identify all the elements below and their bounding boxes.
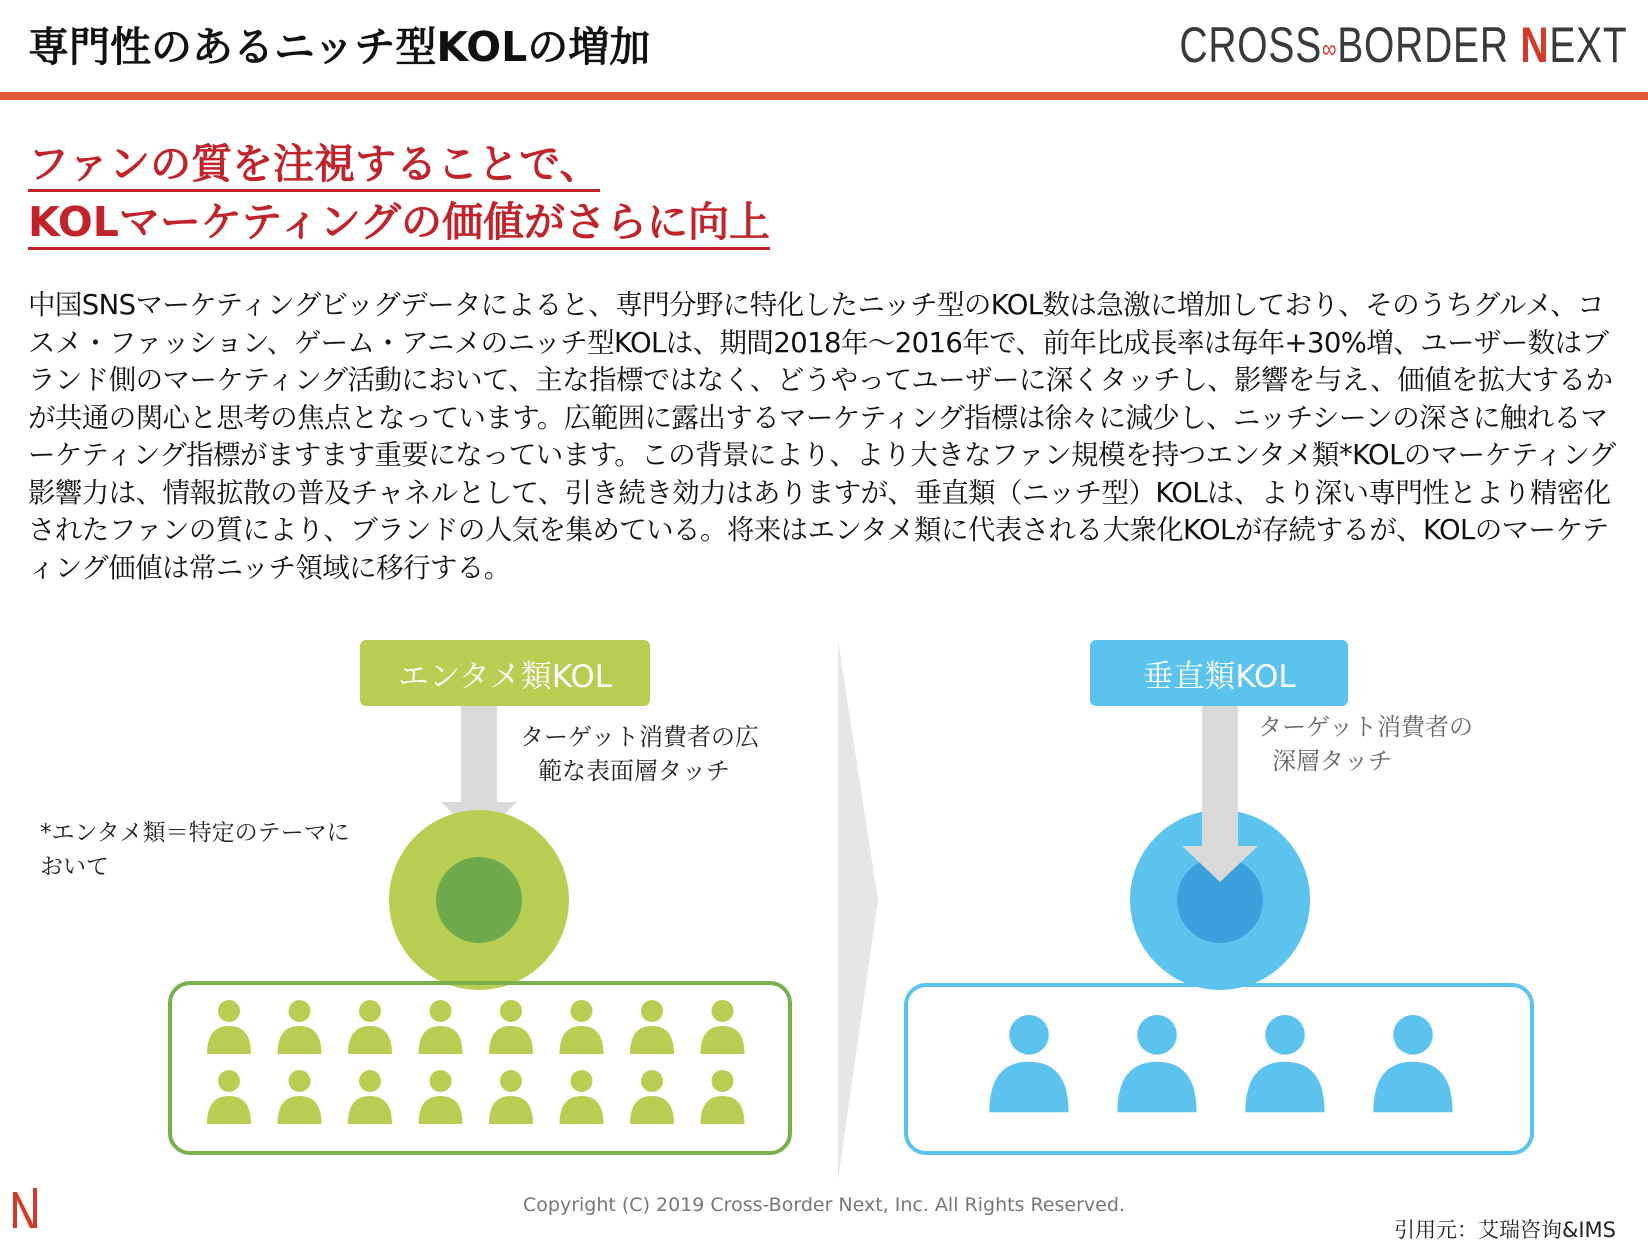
- logo-text-border: BORDER: [1337, 17, 1521, 73]
- source-citation: 引用元：艾瑞咨询&IMS: [1393, 1218, 1616, 1242]
- page-title: 専門性のあるニッチ型KOLの増加: [28, 23, 651, 71]
- vertical-kol-label-text: 垂直類KOL: [1142, 658, 1296, 695]
- logo-text-n: N: [1520, 17, 1550, 73]
- logo-text-cross: CROSS: [1179, 17, 1323, 73]
- entertainment-kol-label-text: エンタメ類KOL: [397, 658, 613, 695]
- kol-comparison-diagram: [0, 630, 1648, 1190]
- right-caption-line-2: 深層タッチ: [1272, 747, 1392, 775]
- left-caption-line-1: ターゲット消費者の広: [520, 723, 760, 751]
- right-caption: [1258, 710, 1473, 778]
- body-paragraph: 中国SNSマーケティングビッグデータによると、専門分野に特化したニッチ型のKOL数は急激に増加しており、そのうちグルメ、コスメ・ファッション、ゲーム・アニメのニッチ型KOLは、期間2018年～2016年で、前年比成長率は毎年+30%増、ユーザー数はブランド側のマーケティング活動において、主な指標ではなく、どうやってユーザーに深くタッチし、影響を与え、価値を拡大するかが共通の関心と思考の焦点となっています。広範囲に露出するマーケティング指標は徐々に減少し、ニッチシーンの深さに触れるマーケティング指標がますます重要になっています。この背景により、より大きなファン規模を持つエンタメ類*KOLのマーケティング影響力は、情報拡散の普及チャネルとして、引き続き効力はありますが、垂直類（ニッチ型）KOLは、より深い専門性とより精密化されたファンの質により、ブランドの人気を集めている。将来はエンタメ類に代表される大衆化KOLが存続するが、KOLのマーケティング価値は常ニッチ領域に移行する。: [28, 289, 1616, 584]
- right-arrow-shaft: [1202, 706, 1238, 848]
- left-caption-line-2: 範な表面層タッチ: [538, 757, 730, 785]
- footnote-line-2: おいて: [40, 854, 109, 880]
- person-icon: [1373, 1015, 1452, 1112]
- headline-line-2: KOLマーケティングの価値がさらに向上: [28, 197, 770, 250]
- logo-infinity-icon: ∞: [1322, 33, 1338, 64]
- person-icon: [989, 1015, 1068, 1112]
- header-divider: [0, 92, 1648, 100]
- logo-text-ext: EXT: [1549, 17, 1628, 73]
- right-audience-box: [906, 985, 1532, 1153]
- footnote-line-1: *エンタメ類＝特定のテーマに: [40, 820, 350, 846]
- copyright-text: Copyright (C) 2019 Cross-Border Next, Inc. All Rights Reserved.: [523, 1194, 1125, 1216]
- right-caption-line-1: ターゲット消費者の: [1258, 713, 1474, 741]
- person-icon: [1117, 1015, 1196, 1112]
- brand-logo: [1180, 16, 1628, 74]
- right-audience-people: [989, 1015, 1452, 1112]
- headline: [28, 135, 770, 251]
- headline-line-1: ファンの質を注視することで、: [28, 139, 600, 192]
- person-icon: [1245, 1015, 1324, 1112]
